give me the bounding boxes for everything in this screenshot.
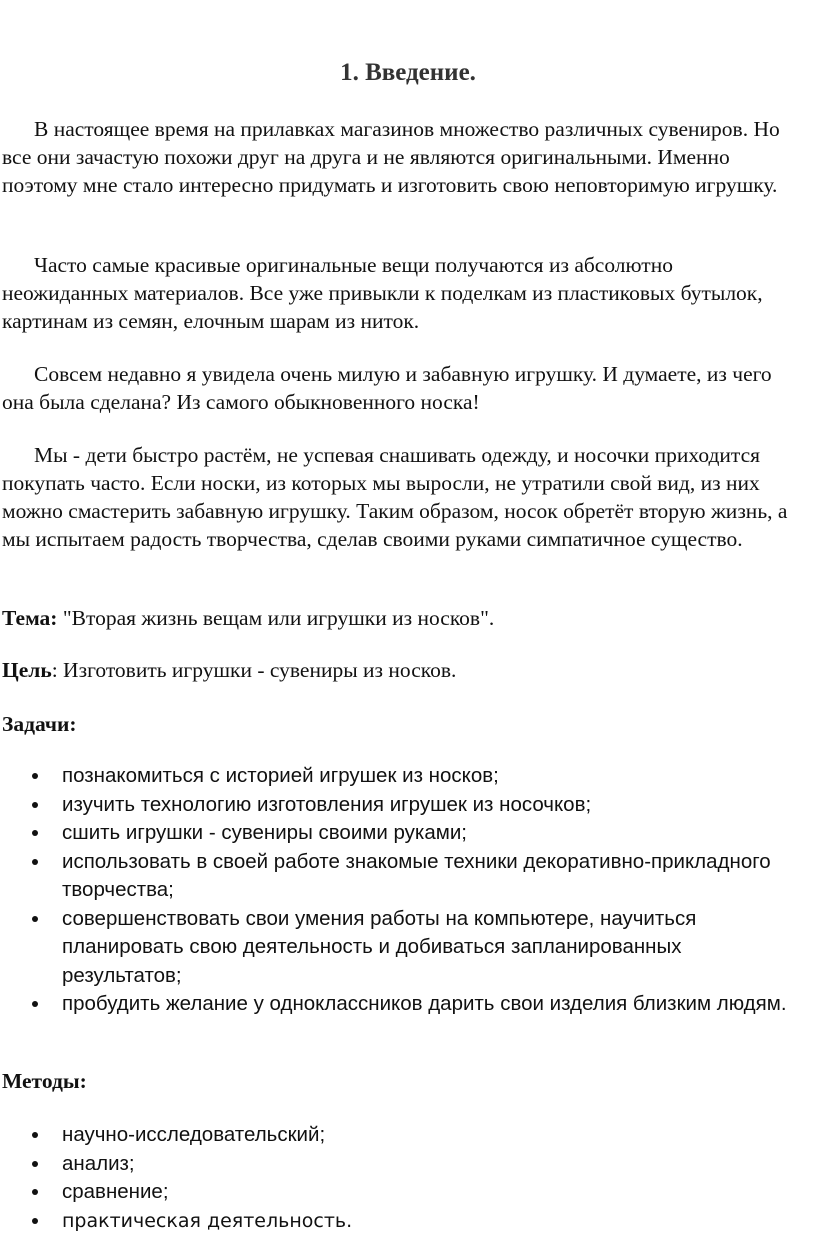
goal-line bbox=[2, 656, 802, 684]
list-item: научно-исследовательский; bbox=[0, 1121, 790, 1150]
topic-label: Тема: bbox=[2, 606, 58, 630]
methods-list bbox=[0, 1121, 790, 1235]
goal-value: : Изготовить игрушки - сувениры из носков. bbox=[51, 658, 457, 682]
list-item: сшить игрушки - сувениры своими руками; bbox=[0, 819, 790, 848]
list-item: сравнение; bbox=[0, 1178, 790, 1207]
list-item: совершенствовать свои умения работы на компьютере, научиться планировать свою деятельность и добиваться запланированных результатов; bbox=[0, 905, 790, 991]
tasks-list bbox=[0, 762, 790, 1019]
list-item: изучить технологию изготовления игрушек из носочков; bbox=[0, 791, 790, 820]
intro-paragraph-1: В настоящее время на прилавках магазинов множество различных сувениров. Но все они зачастую похожи друг на друга и не являются оригинальными. Именно поэтому мне стало интересно придумать и изготовить свою неповторимую игрушку. bbox=[2, 117, 780, 197]
list-item: анализ; bbox=[0, 1150, 790, 1179]
tasks-heading bbox=[2, 710, 802, 738]
topic-value: "Вторая жизнь вещам или игрушки из носков". bbox=[57, 606, 495, 630]
topic-line bbox=[2, 604, 802, 632]
intro-paragraph-3: Совсем недавно я увидела очень милую и забавную игрушку. И думаете, из чего она была сделана? Из самого обыкновенного носка! bbox=[2, 362, 772, 414]
section-title: 1. Введение. bbox=[340, 59, 476, 86]
list-item: использовать в своей работе знакомые техники декоративно-прикладного творчества; bbox=[0, 848, 790, 905]
list-item: познакомиться с историей игрушек из носков; bbox=[0, 762, 790, 791]
list-item: пробудить желание у одноклассников дарить свои изделия близким людям. bbox=[0, 990, 790, 1019]
methods-heading-text: Методы: bbox=[2, 1069, 87, 1093]
tasks-heading-text: Задачи: bbox=[2, 712, 77, 736]
intro-paragraph-2: Часто самые красивые оригинальные вещи получаются из абсолютно неожиданных материалов. Все уже привыкли к поделкам из пластиковых бутылок, картинам из семян, елочным шарам из ниток. bbox=[2, 253, 763, 333]
goal-label: Цель bbox=[2, 658, 52, 682]
intro-paragraph-4: Мы - дети быстро растём, не успевая снашивать одежду, и носочки приходится покупать часто. Если носки, из которых мы выросли, не утратили свой вид, из них можно смастерить забавную игрушку. Таким образом, носок обретёт вторую жизнь, а мы испытаем радость творчества, сделав своими руками симпатичное существо. bbox=[2, 443, 788, 551]
list-item: практическая деятельность. bbox=[0, 1207, 790, 1236]
methods-heading bbox=[2, 1067, 802, 1095]
